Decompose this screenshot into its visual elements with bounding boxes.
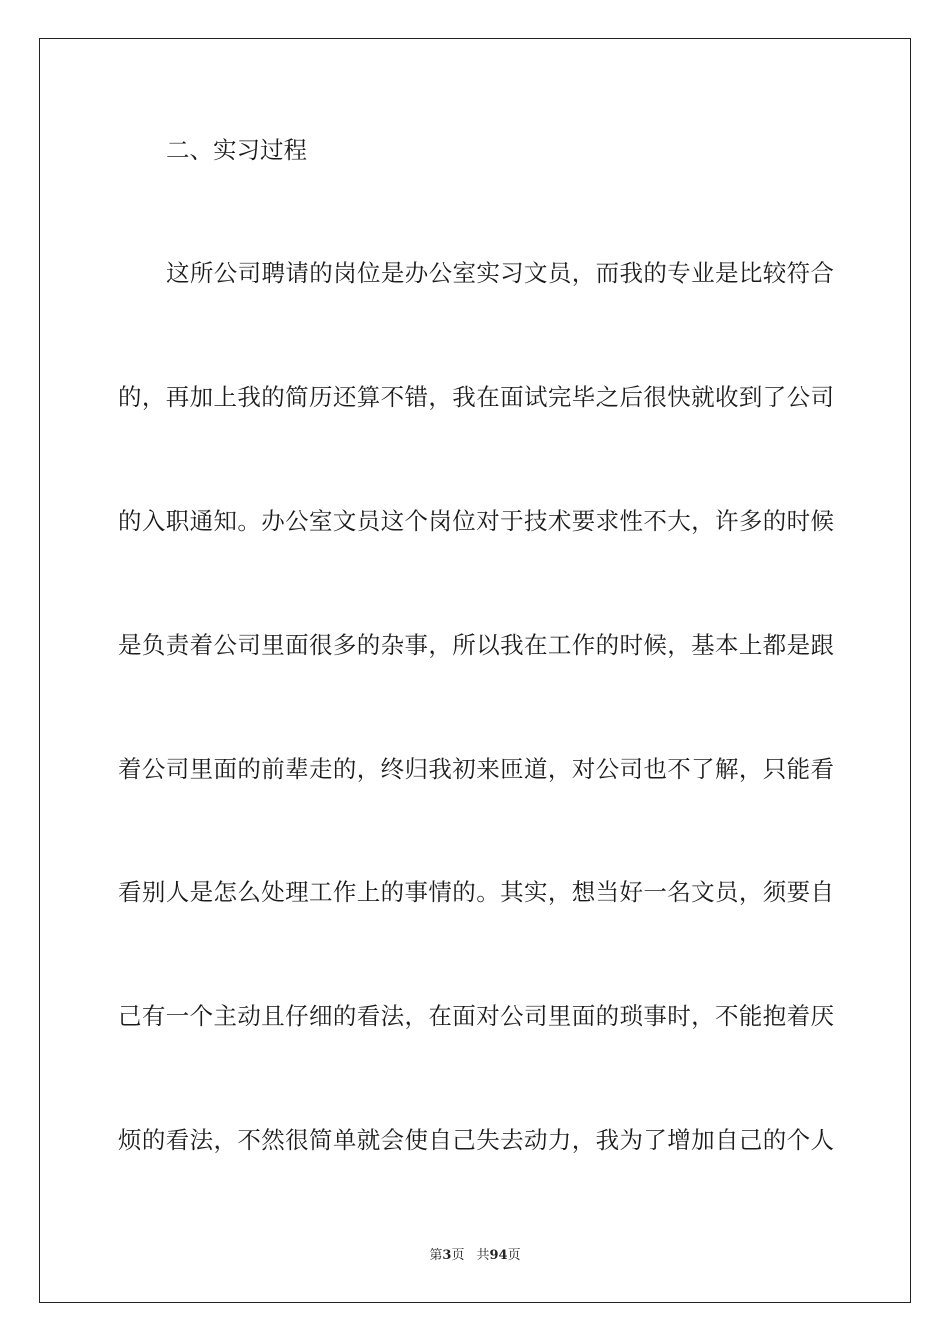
section-heading: 二、实习过程 — [166, 136, 307, 164]
body-line-8: 烦的看法，不然很简单就会使自己失去动力，我为了增加自己的个人 — [118, 1126, 834, 1154]
page-suffix: 页 — [451, 1248, 465, 1263]
page-number: 3 — [442, 1248, 452, 1263]
total-prefix: 共 — [476, 1248, 490, 1263]
total-pages: 94 — [489, 1248, 508, 1263]
page-footer — [0, 1247, 950, 1265]
body-line-3: 的入职通知。办公室文员这个岗位对于技术要求性不大，许多的时候 — [118, 507, 834, 535]
body-line-7: 己有一个主动且仔细的看法，在面对公司里面的琐事时，不能抱着厌 — [118, 1002, 834, 1030]
body-line-2: 的，再加上我的简历还算不错，我在面试完毕之后很快就收到了公司 — [118, 383, 834, 411]
body-line-6: 看别人是怎么处理工作上的事情的。其实，想当好一名文员，须要自 — [118, 878, 834, 906]
page-border — [39, 38, 911, 1303]
body-line-1: 这所公司聘请的岗位是办公室实习文员，而我的专业是比较符合 — [166, 259, 834, 287]
total-suffix: 页 — [507, 1248, 521, 1263]
body-line-5: 着公司里面的前辈走的，终归我初来匝道，对公司也不了解，只能看 — [118, 755, 834, 783]
page-prefix: 第 — [429, 1248, 443, 1263]
body-line-4: 是负责着公司里面很多的杂事，所以我在工作的时候，基本上都是跟 — [118, 631, 834, 659]
